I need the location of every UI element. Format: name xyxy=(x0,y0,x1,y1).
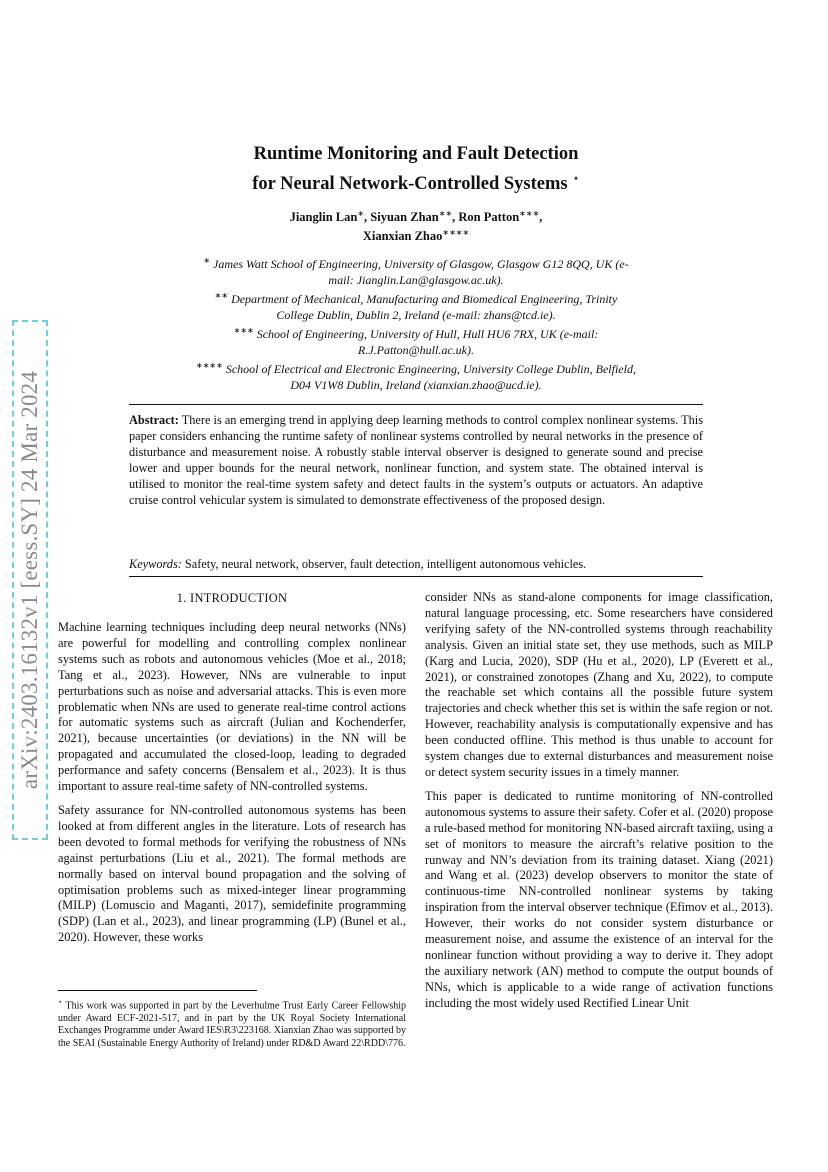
author-separator: , xyxy=(539,210,543,225)
affiliation-mark: ∗ xyxy=(203,256,211,265)
paragraph: This paper is dedicated to runtime monitoring of NN-controlled autonomous systems to assure their safety. Cofer et al. (2020) propose a rule-based method for monitoring NN-based aircraft taxiing, using a set of monitors to measure the aircraft’s relative position to the runway and NN’s deviation from its training dataset. Xiang (2021) and Wang et al. (2023) develop observers to monitor the state of continuous-time NN-controlled nonlinear systems by taking inspiration from the interval observer technique (Efimov et al., 2013). However, their works do not consider system disturbance or measurement noise, and assume the existence of an interval for the nonlinear function without providing a way to derive it. They adopt the auxiliary network (AN) method to compute the output bounds of NNs, which is applicable to a wide range of activation functions including the most widely used Rectified Linear Unit xyxy=(425,788,773,1010)
affiliation xyxy=(195,358,637,393)
affiliation-text: Department of Mechanical, Manufacturing and Biomedical Engineering, Trinity College Dublin, Dublin 2, Ireland (e-mail: zhans@tcd.ie). xyxy=(231,292,618,322)
affiliation xyxy=(195,288,637,323)
author-mark: ∗∗∗∗ xyxy=(442,228,470,238)
title-line-1: Runtime Monitoring and Fault Detection xyxy=(253,144,579,164)
author-name: Jianglin Lan xyxy=(289,210,358,225)
affiliation-text: School of Engineering, University of Hull, Hull HU6 7RX, UK (e-mail: R.J.Patton@hull.ac.uk). xyxy=(256,327,599,357)
title-line-2 xyxy=(130,166,702,196)
arxiv-identifier: arXiv:2403.16132v1 [eess.SY] 24 Mar 2024 xyxy=(17,370,42,790)
paragraph: consider NNs as stand-alone components for image classification, natural language processing, etc. Some researchers have considered verifying safety of the NN-controlled systems through reachability analysis. Given an initial state set, they use methods, such as MILP (Karg and Lucia, 2020), SDP (Hu et al., 2020), LP (Everett et al., 2021), or constrained zonotopes (Zhang and Xu, 2022), to compute the reachable set which contains all the possible future system trajectories and check whether this set is within the safe region or not. However, reachability analysis is computationally expensive and has been conducted offline. This method is thus unable to account for system changes due to external disturbances and measurement noise or detect system security issues in a timely manner. xyxy=(425,590,773,779)
keywords-text: Safety, neural network, observer, fault detection, intelligent autonomous vehicles. xyxy=(184,557,587,571)
abstract-text: There is an emerging trend in applying deep learning methods to control complex nonlinear systems. This paper considers enhancing the runtime safety of nonlinear systems controlled by neural networks in the presence of disturbance and measurement noise. A robustly stable interval observer is designed to generate sound and precise lower and upper bounds for the neural network, nonlinear function, and system state. The obtained interval is utilised to monitor the real-time system safety and detect faults in the system’s outputs or actuators. An adaptive cruise control vehicular system is simulated to demonstrate effectiveness of the proposed design. xyxy=(129,413,703,507)
author-list xyxy=(130,206,702,244)
section-heading: 1. INTRODUCTION xyxy=(176,591,288,605)
author-mark: ∗∗ xyxy=(438,209,453,218)
author-name: Xianxian Zhao xyxy=(362,229,443,244)
abstract-bottom-rule xyxy=(129,576,703,577)
paper-title xyxy=(130,142,702,196)
affiliations xyxy=(195,253,637,393)
author-name: Ron Patton xyxy=(458,210,520,225)
keywords xyxy=(129,556,703,572)
abstract-top-rule xyxy=(129,404,703,405)
author-separator: , xyxy=(452,210,459,225)
arxiv-stamp xyxy=(12,320,48,840)
affiliation-mark: ∗∗∗ xyxy=(233,326,254,335)
affiliation-text: James Watt School of Engineering, University of Glasgow, Glasgow G12 8QQ, UK (e-mail: Jianglin.Lan@glasgow.ac.uk). xyxy=(213,257,629,287)
footnote-mark: ⋆ xyxy=(58,998,63,1006)
author-separator: , xyxy=(364,210,371,225)
left-column xyxy=(58,620,406,954)
affiliation-text: School of Electrical and Electronic Engineering, University College Dublin, Belfield, D04 V1W8 Dublin, Ireland (xianxian.zhao@ucd.ie). xyxy=(225,362,636,392)
author-mark: ∗ xyxy=(357,209,365,218)
footnote-rule xyxy=(58,990,257,991)
author-mark: ∗∗∗ xyxy=(519,209,540,218)
keywords-label: Keywords: xyxy=(129,557,182,571)
paragraph: Safety assurance for NN-controlled autonomous systems has been looked at from different angles in the literature. Lots of research has been devoted to formal methods for verifying the robustness of NNs against perturbations (Liu et al., 2021). The formal methods are normally based on interval bound propagation and the solving of optimisation problems such as mixed-integer linear programming (MILP) (Lomuscio and Maganti, 2017), semidefinite programming (SDP) (Lan et al., 2023), and linear programming (LP) (Bunel et al., 2020). However, these works xyxy=(58,802,406,945)
affiliation-mark: ∗∗∗∗ xyxy=(196,361,223,370)
paragraph: Machine learning techniques including deep neural networks (NNs) are powerful for modelling and controlling complex nonlinear systems such as robots and autonomous vehicles (Moe et al., 2018; Tang et al., 2023). However, NNs are vulnerable to input perturbations such as noise and adversarial attacks. This is even more problematic when NNs are used to generate real-time control actions for automatic systems such as aircraft (Julian and Kochenderfer, 2021), because uncertainties (or deviations) in the NN will be propagated and accumulated the closed-loop, leading to degraded performance and safety concerns (Bensalem et al., 2023). It is thus important to assure real-time safety of NN-controlled systems. xyxy=(58,620,406,794)
affiliation xyxy=(195,323,637,358)
affiliation xyxy=(195,253,637,288)
right-column xyxy=(425,590,773,1020)
title-footnote-mark: ⋆ xyxy=(572,171,580,185)
author-name: Siyuan Zhan xyxy=(370,210,439,225)
footnote xyxy=(58,996,406,1050)
abstract xyxy=(129,412,703,508)
title-line-2-text: for Neural Network-Controlled Systems xyxy=(252,174,568,195)
footnote-text: This work was supported in part by the Leverhulme Trust Early Career Fellowship under Award ECF-2021-517, and in part by the UK Royal Society International Exchanges Programme under Award IES\R3\223168. Xianxian Zhao was supported by the SEAI (Sustainable Energy Authority of Ireland) under RD&D Award 22\RDD\776. xyxy=(58,1000,406,1049)
abstract-label: Abstract: xyxy=(129,413,179,427)
affiliation-mark: ∗∗ xyxy=(214,291,229,300)
